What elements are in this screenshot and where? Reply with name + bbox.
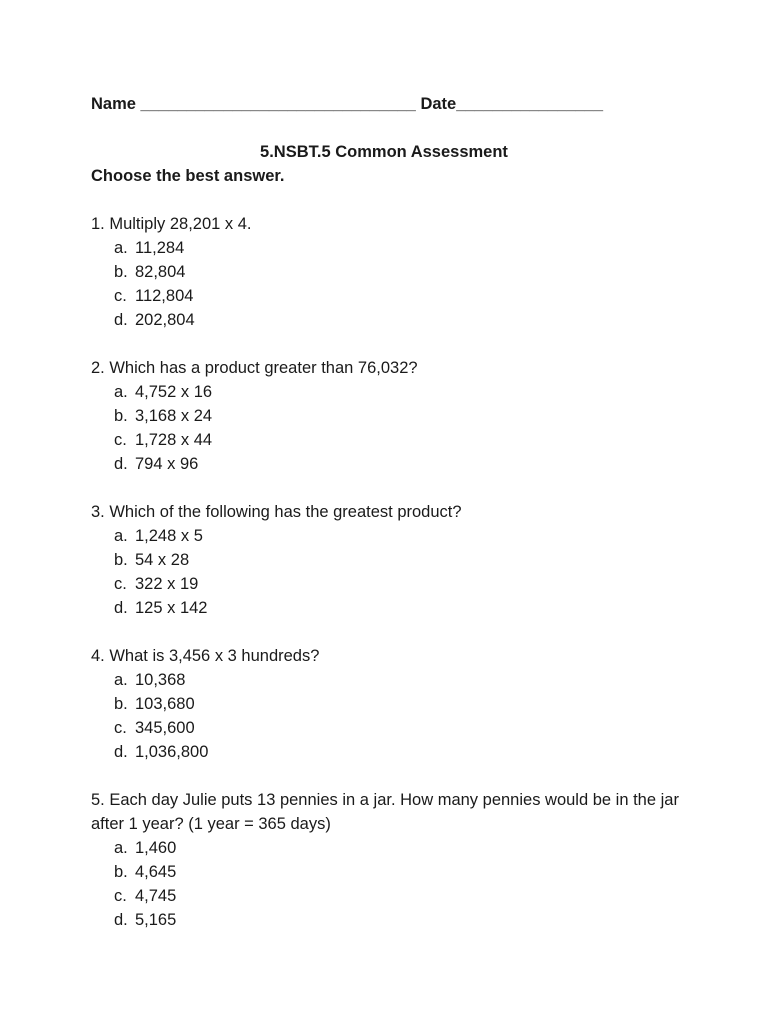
option-letter: d.	[114, 743, 128, 761]
answer-option-b	[91, 404, 691, 428]
question-text: 5. Each day Julie puts 13 pennies in a jar. How many pennies would be in the jar after 1 year? (1 year = 365 days)	[91, 791, 679, 833]
answer-options	[91, 380, 691, 476]
option-letter: c.	[114, 887, 127, 905]
option-letter: b.	[114, 407, 128, 425]
answer-option-a	[91, 668, 691, 692]
name-blank: ______________________________	[140, 95, 416, 113]
option-text: 11,284	[135, 239, 185, 257]
option-text: 1,248 x 5	[135, 527, 203, 545]
option-text: 345,600	[135, 719, 195, 737]
option-letter: d.	[114, 911, 128, 929]
option-letter: d.	[114, 599, 128, 617]
answer-option-d	[91, 740, 691, 764]
answer-option-c	[91, 716, 691, 740]
page-title: 5.NSBT.5 Common Assessment	[260, 143, 508, 161]
option-text: 322 x 19	[135, 575, 199, 593]
question-text: 4. What is 3,456 x 3 hundreds?	[91, 647, 320, 665]
question-3	[91, 500, 691, 620]
answer-options	[91, 236, 691, 332]
answer-option-c	[91, 572, 691, 596]
option-text: 4,645	[135, 863, 177, 881]
option-text: 125 x 142	[135, 599, 208, 617]
option-letter: d.	[114, 455, 128, 473]
answer-option-c	[91, 284, 691, 308]
option-letter: a.	[114, 239, 128, 257]
answer-option-c	[91, 884, 691, 908]
answer-option-b	[91, 860, 691, 884]
question-2	[91, 356, 691, 476]
option-letter: b.	[114, 695, 128, 713]
answer-option-b	[91, 260, 691, 284]
answer-option-b	[91, 692, 691, 716]
option-text: 5,165	[135, 911, 177, 929]
instruction-text: Choose the best answer.	[91, 167, 285, 185]
option-text: 1,460	[135, 839, 177, 857]
option-letter: c.	[114, 719, 127, 737]
option-letter: b.	[114, 863, 128, 881]
option-text: 202,804	[135, 311, 195, 329]
option-letter: d.	[114, 311, 128, 329]
answer-option-a	[91, 380, 691, 404]
option-letter: c.	[114, 431, 127, 449]
option-text: 1,728 x 44	[135, 431, 213, 449]
question-text: 2. Which has a product greater than 76,032?	[91, 359, 418, 377]
answer-option-c	[91, 428, 691, 452]
answer-options	[91, 836, 691, 932]
answer-option-a	[91, 524, 691, 548]
name-label: Name	[91, 95, 136, 113]
option-text: 10,368	[135, 671, 186, 689]
answer-option-b	[91, 548, 691, 572]
option-text: 4,745	[135, 887, 177, 905]
option-text: 54 x 28	[135, 551, 190, 569]
option-letter: a.	[114, 383, 128, 401]
option-text: 112,804	[135, 287, 194, 305]
answer-option-a	[91, 236, 691, 260]
question-text: 3. Which of the following has the greatest product?	[91, 503, 462, 521]
question-5	[91, 788, 691, 932]
option-letter: a.	[114, 527, 128, 545]
date-label: Date	[420, 95, 457, 113]
question-text: 1. Multiply 28,201 x 4.	[91, 215, 252, 233]
option-text: 4,752 x 16	[135, 383, 213, 401]
option-text: 794 x 96	[135, 455, 199, 473]
option-letter: b.	[114, 263, 128, 281]
answer-option-d	[91, 308, 691, 332]
date-blank: ________________	[456, 95, 604, 113]
answer-options	[91, 524, 691, 620]
option-letter: b.	[114, 551, 128, 569]
answer-options	[91, 668, 691, 764]
question-4	[91, 644, 691, 764]
option-letter: c.	[114, 287, 127, 305]
option-text: 103,680	[135, 695, 195, 713]
answer-option-d	[91, 908, 691, 932]
option-text: 82,804	[135, 263, 186, 281]
worksheet-page	[91, 92, 691, 932]
question-1	[91, 212, 691, 332]
answer-option-d	[91, 596, 691, 620]
option-text: 3,168 x 24	[135, 407, 213, 425]
option-letter: a.	[114, 671, 128, 689]
option-text: 1,036,800	[135, 743, 209, 761]
answer-option-a	[91, 836, 691, 860]
option-letter: c.	[114, 575, 127, 593]
option-letter: a.	[114, 839, 128, 857]
header-line	[91, 92, 691, 116]
answer-option-d	[91, 452, 691, 476]
